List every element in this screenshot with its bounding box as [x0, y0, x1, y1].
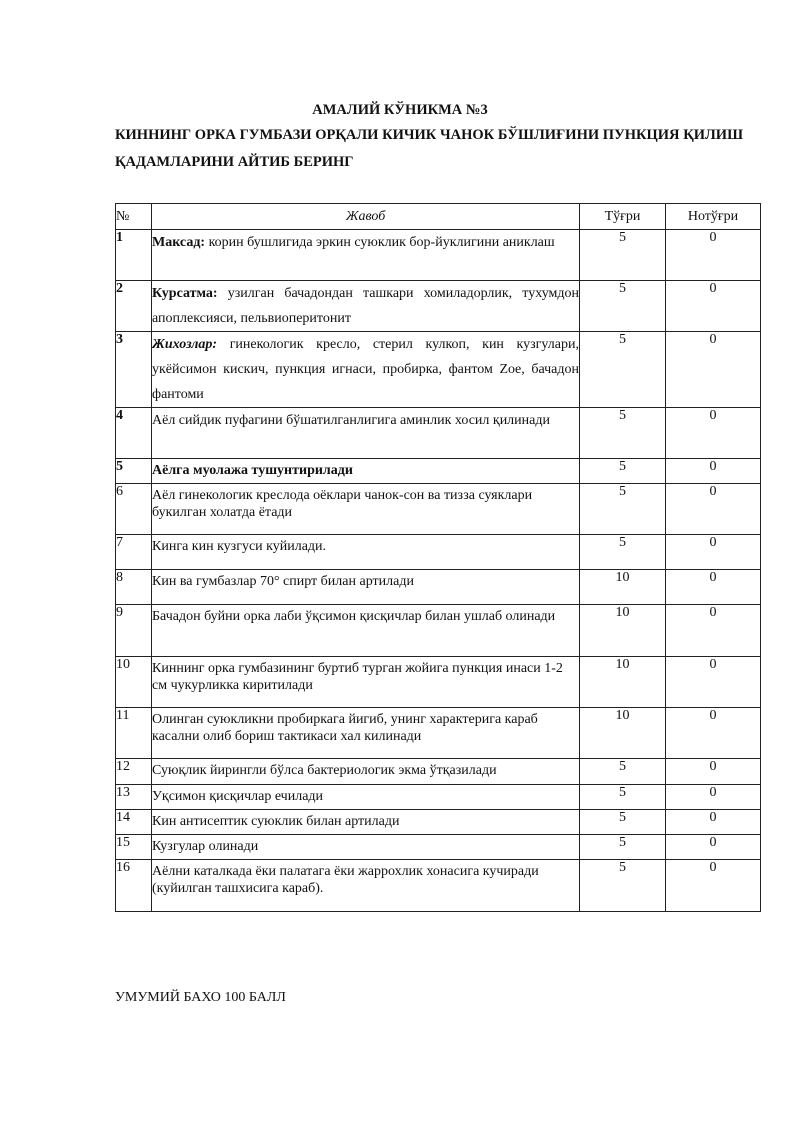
row-correct: 10: [580, 605, 666, 657]
row-text: узилган бачадондан ташкари хомиладорлик, тухумдон апоплексияси, пельвиоперитонит: [152, 286, 579, 326]
row-incorrect: 0: [666, 708, 761, 759]
table-row: [116, 810, 761, 835]
row-incorrect: 0: [666, 535, 761, 570]
row-num: 11: [116, 708, 152, 759]
row-correct: 5: [580, 860, 666, 912]
row-text: Кузгулар олинади: [152, 839, 259, 854]
row-incorrect: 0: [666, 230, 761, 281]
table-row: [116, 708, 761, 759]
row-num: 2: [116, 281, 152, 332]
row-answer: [152, 860, 580, 912]
row-answer: [152, 785, 580, 810]
row-text: Киннинг орка гумбазининг буртиб турган жойига пункция инаси 1-2 см чукурликка киритилади: [152, 661, 563, 693]
row-num: 10: [116, 657, 152, 708]
row-num: 7: [116, 535, 152, 570]
row-incorrect: 0: [666, 657, 761, 708]
row-answer: [152, 570, 580, 605]
row-incorrect: 0: [666, 459, 761, 484]
table-row: [116, 281, 761, 332]
table-row: [116, 459, 761, 484]
row-answer: [152, 605, 580, 657]
row-text: Кинга кин кузгуси куйилади.: [152, 539, 327, 554]
table-row: [116, 605, 761, 657]
row-label: Жихозлар:: [152, 337, 218, 352]
row-label: Максад:: [152, 235, 206, 250]
row-incorrect: 0: [666, 332, 761, 408]
row-incorrect: 0: [666, 835, 761, 860]
row-num: 12: [116, 759, 152, 785]
row-answer: [152, 230, 580, 281]
table-row: [116, 835, 761, 860]
row-text: гинекологик кресло, стерил кулкоп, кин кузгулари, укёйсимон кискич, пункция игнаси, пробирка, фантом Zoe, бачадон фантоми: [152, 337, 579, 402]
table-row: [116, 570, 761, 605]
row-correct: 5: [580, 785, 666, 810]
row-text: Кин ва гумбазлар 70° спирт билан артилади: [152, 574, 414, 589]
row-answer: [152, 535, 580, 570]
row-num: 6: [116, 484, 152, 535]
row-answer: [152, 835, 580, 860]
header-correct: Тўғри: [580, 204, 666, 230]
document-title: АМАЛИЙ КЎНИКМА №3: [312, 102, 488, 118]
row-text: Аёлни каталкада ёки палатага ёки жаррохлик хонасига кучиради (куйилган ташхисига караб).: [152, 864, 539, 896]
checklist-table: [115, 203, 761, 912]
table-row: [116, 759, 761, 785]
row-correct: 5: [580, 230, 666, 281]
row-num: 1: [116, 230, 152, 281]
row-incorrect: 0: [666, 860, 761, 912]
row-num: 4: [116, 408, 152, 459]
header-incorrect: Нотўғри: [666, 204, 761, 230]
row-text: Аёлга муолажа тушунтирилади: [152, 463, 353, 478]
row-correct: 5: [580, 408, 666, 459]
total-score: УМУМИЙ БАХО 100 БАЛЛ: [115, 990, 286, 1005]
table-row: [116, 332, 761, 408]
row-num: 15: [116, 835, 152, 860]
row-num: 8: [116, 570, 152, 605]
row-correct: 5: [580, 281, 666, 332]
row-answer: [152, 281, 580, 332]
row-correct: 5: [580, 332, 666, 408]
table-row: [116, 408, 761, 459]
row-text: Бачадон буйни орка лаби ўқсимон қисқичлар билан ушлаб олинади: [152, 609, 556, 624]
row-correct: 5: [580, 484, 666, 535]
row-incorrect: 0: [666, 605, 761, 657]
row-correct: 10: [580, 657, 666, 708]
table-row: [116, 860, 761, 912]
row-text: Олинган суюкликни пробиркага йигиб, унинг характерига караб касални олиб бориш тактикаси хал килинади: [152, 712, 538, 744]
row-num: 3: [116, 332, 152, 408]
row-answer: [152, 332, 580, 408]
row-correct: 10: [580, 708, 666, 759]
row-text: Уқсимон қисқичлар ечилади: [152, 789, 324, 804]
document-subtitle: КИННИНГ ОРКА ГУМБАЗИ ОРҚАЛИ КИЧИК ЧАНОК БЎШЛИҒИНИ ПУНКЦИЯ ҚИЛИШ ҚАДАМЛАРИНИ АЙТИБ БЕРИНГ: [115, 127, 743, 170]
row-incorrect: 0: [666, 759, 761, 785]
row-incorrect: 0: [666, 281, 761, 332]
row-num: 14: [116, 810, 152, 835]
row-incorrect: 0: [666, 570, 761, 605]
row-correct: 5: [580, 459, 666, 484]
table-row: [116, 484, 761, 535]
row-correct: 10: [580, 570, 666, 605]
table-header-row: [116, 204, 761, 230]
row-correct: 5: [580, 759, 666, 785]
header-num: №: [116, 204, 152, 230]
row-incorrect: 0: [666, 785, 761, 810]
row-incorrect: 0: [666, 810, 761, 835]
row-text: Аёл сийдик пуфагини бўшатилганлигига аминлик хосил қилинади: [152, 413, 550, 428]
row-correct: 5: [580, 810, 666, 835]
table-row: [116, 785, 761, 810]
row-incorrect: 0: [666, 408, 761, 459]
row-text: Кин антисептик суюклик билан артилади: [152, 814, 400, 829]
row-answer: [152, 759, 580, 785]
row-answer: [152, 408, 580, 459]
row-num: 13: [116, 785, 152, 810]
row-answer: [152, 657, 580, 708]
row-num: 5: [116, 459, 152, 484]
table-row: [116, 535, 761, 570]
row-answer: [152, 708, 580, 759]
row-label: Курсатма:: [152, 286, 218, 301]
row-text: Суюқлик йирингли бўлса бактериологик экма ўтқазилади: [152, 763, 497, 778]
header-answer: Жавоб: [152, 204, 580, 230]
row-incorrect: 0: [666, 484, 761, 535]
row-num: 16: [116, 860, 152, 912]
row-answer: [152, 810, 580, 835]
row-answer: [152, 459, 580, 484]
row-text: Аёл гинекологик креслода оёклари чанок-сон ва тизза суяклари букилган холатда ётади: [152, 488, 533, 520]
table-row: [116, 230, 761, 281]
table-row: [116, 657, 761, 708]
row-correct: 5: [580, 835, 666, 860]
row-num: 9: [116, 605, 152, 657]
row-correct: 5: [580, 535, 666, 570]
row-text: корин бушлигида эркин суюклик бор-йуклигини аниклаш: [208, 235, 555, 250]
row-answer: [152, 484, 580, 535]
